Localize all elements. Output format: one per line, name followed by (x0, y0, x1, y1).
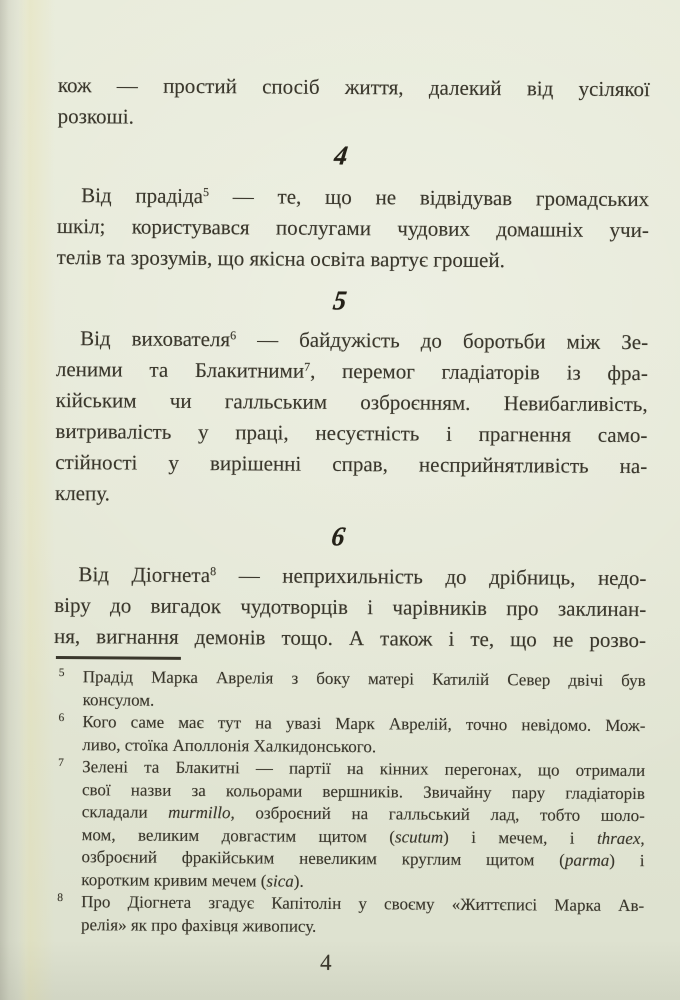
footnote-ref-5: 5 (202, 185, 210, 200)
page-text-column (52, 70, 650, 978)
latin-term-italic: scutum (394, 826, 444, 847)
body-line: клепу. (54, 480, 111, 506)
section-number-6: 6 (329, 521, 347, 552)
latin-term-italic: sica (266, 870, 294, 891)
body-line (56, 354, 648, 389)
footnote-8 (52, 891, 644, 940)
text-run: озброєний фракійським невеликим круглим щитом ( (81, 847, 565, 870)
footnote-line: Зелені та Блакитні — партії на кінних перегонах, що отримали (82, 757, 646, 781)
footnote-marker-8: 8 (57, 892, 64, 905)
footnote-line: релія» як про фахівця живопису. (80, 914, 317, 936)
body-line: віру до вигадок чудотворців і чарівників про заклинан- (54, 592, 647, 622)
body-line: стійності у вирішенні справ, несприйнятливість на- (55, 449, 648, 479)
text-run: ). (293, 871, 304, 891)
text-run: , перемог гладіаторів із фра- (310, 358, 648, 386)
body-line (56, 323, 648, 358)
footnote-marker-5: 5 (58, 667, 65, 680)
body-line (54, 559, 646, 594)
text-run: ) і (609, 850, 645, 871)
footnote-line: Прадід Марка Аврелія з боку матері Катилій Север двічі був (82, 667, 646, 691)
body-line: кож — простий спосіб життя, далекий від усілякої (57, 72, 650, 102)
text-run: — те, що не відвідував громадських (208, 184, 650, 212)
footnote-ref-6: 6 (230, 328, 237, 343)
footnote-ref-8: 8 (210, 564, 217, 579)
footnote-5 (54, 666, 646, 715)
body-line (57, 180, 649, 215)
latin-term-italic: parma (564, 850, 610, 870)
section-number-5: 5 (330, 285, 348, 316)
text-run: складали (81, 802, 169, 822)
text-run: ) і мечем, і (443, 827, 598, 848)
text-run: Від прадіда (81, 183, 204, 209)
text-run: леними та Блакитними (55, 356, 305, 383)
footnote-line (82, 801, 645, 827)
body-line: кійським чи галльським озброєнням. Невибагливість, (55, 387, 648, 417)
latin-term-italic: thraex (596, 828, 641, 848)
footnote-divider (56, 656, 181, 660)
page-number: 4 (319, 949, 332, 975)
footnote-7 (52, 756, 645, 895)
body-line: ня, вигнання демонів тощо. А також і те, що не розво- (53, 623, 647, 653)
latin-term-italic: murmillo (168, 802, 231, 823)
text-run: , озброєний на галльський лад, тобто шоло- (230, 803, 645, 826)
footnote-line: свої назви за кольорами вершників. Звичайну пару гладіаторів (81, 779, 646, 803)
section-number-4: 4 (331, 140, 349, 171)
footnote-6 (53, 711, 645, 760)
body-line: шкіл; користувався послугами чудових домашніх учи- (56, 213, 649, 243)
footnote-line (81, 846, 644, 872)
body-line: телів та зрозумів, що якісна освіта вартує грошей. (56, 244, 505, 273)
footnote-marker-7: 7 (58, 757, 64, 770)
text-run: мом, великим довгастим щитом ( (81, 824, 396, 846)
footnote-line: Кого саме має тут на увазі Марк Аврелій, точно невідомо. Мож- (82, 712, 646, 736)
text-run: Від вихователя (80, 326, 231, 352)
body-line: розкоші. (57, 103, 134, 129)
body-line: витривалість у праці, несуєтність і прагнення само- (55, 418, 648, 448)
footnote-block (52, 666, 646, 940)
footnote-marker-6: 6 (58, 712, 65, 725)
footnote-line: консулом. (82, 689, 155, 710)
section-heading-6 (55, 521, 621, 553)
footnote-line: Про Діогнета згадує Капітолін у своєму «Життєписі Марка Ав- (81, 892, 645, 916)
text-run: Від Діогнета (78, 562, 211, 588)
text-run: — байдужість до боротьби між Зе- (236, 327, 649, 355)
text-run: , (640, 828, 645, 848)
text-run: коротким кривим мечем ( (81, 869, 267, 890)
footnote-line: ливо, стоїка Аполлонія Халкидонського. (82, 734, 377, 756)
text-run: — неприхильність до дрібниць, недо- (216, 563, 647, 591)
section-heading-5 (56, 285, 622, 317)
section-heading-4 (57, 140, 623, 172)
footnote-ref-7: 7 (304, 359, 311, 374)
